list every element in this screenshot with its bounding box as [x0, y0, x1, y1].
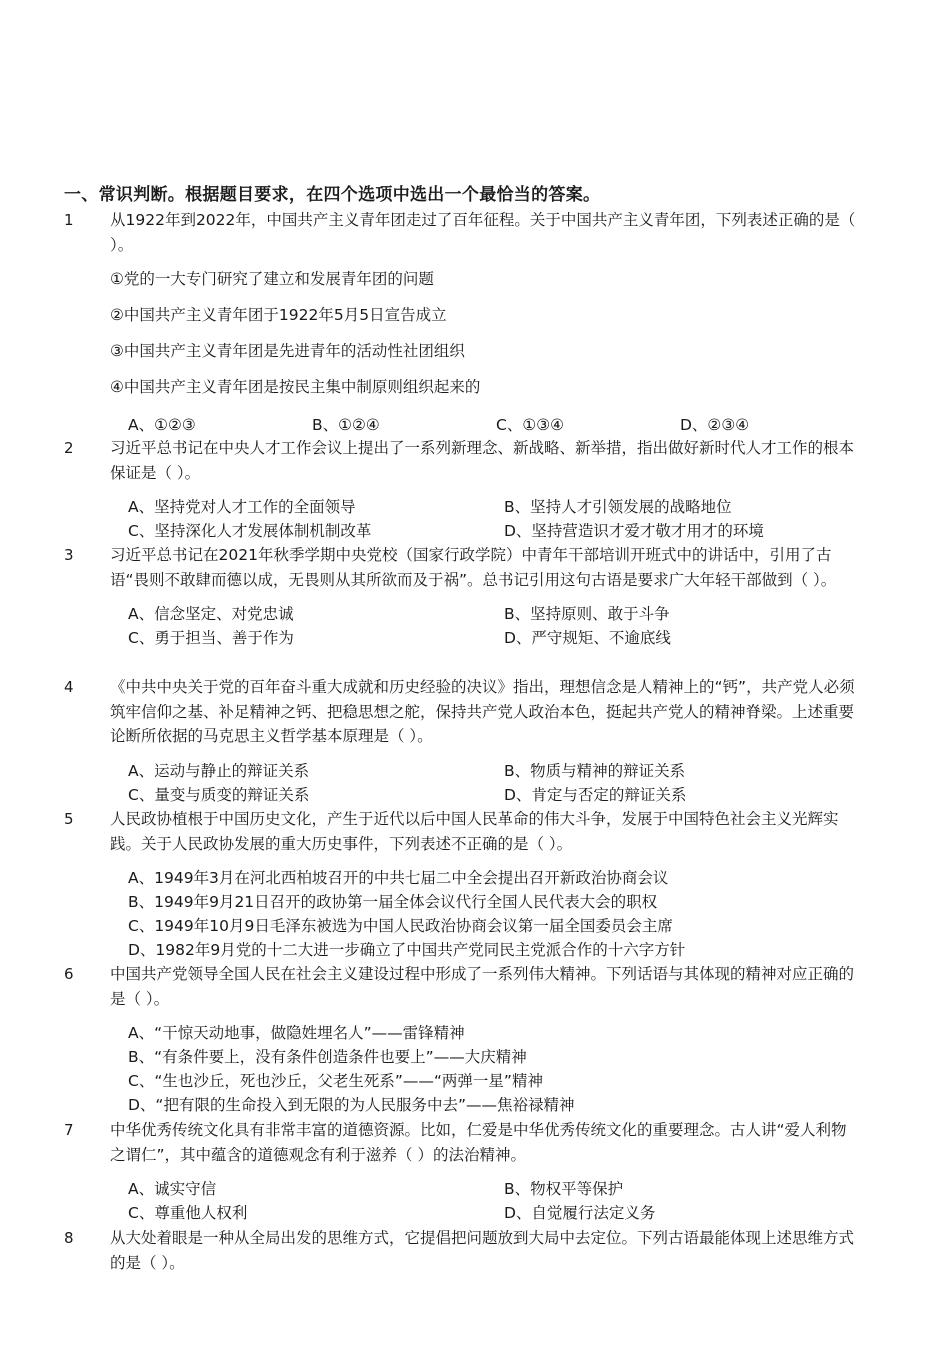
- question-text: 从1922年到2022年，中国共产主义青年团走过了百年征程。关于中国共产主义青年团，下列表述正确的是（ ）。: [110, 211, 856, 254]
- question-4: [64, 675, 864, 807]
- question-number: 7: [64, 1121, 74, 1139]
- question-1: [64, 208, 864, 437]
- option-a: A、“干惊天动地事，做隐姓埋名人”——雷锋精神: [128, 1024, 465, 1042]
- option-a: A、1949年3月在河北西柏坡召开的中共七届二中全会提出召开新政治协商会议: [128, 869, 669, 887]
- question-3: [64, 543, 864, 650]
- option-c: C、勇于担当、善于作为: [128, 629, 294, 647]
- option-a: A、坚持党对人才工作的全面领导: [128, 498, 356, 516]
- question-6: [64, 962, 864, 1117]
- option-d: D、②③④: [680, 416, 750, 434]
- question-text: 中华优秀传统文化具有非常丰富的道德资源。比如，仁爱是中华优秀传统文化的重要理念。古人讲“爱人利物之谓仁”，其中蕴含的道德观念有利于滋养（ ）的法治精神。: [110, 1121, 847, 1164]
- question-8: [64, 1226, 864, 1275]
- question-7: [64, 1118, 864, 1225]
- option-c: C、坚持深化人才发展体制机制改革: [128, 522, 372, 540]
- option-b: B、物质与精神的辩证关系: [504, 761, 686, 780]
- option-a: A、信念坚定、对党忠诚: [128, 605, 294, 623]
- question-text: 习近平总书记在2021年秋季学期中央党校（国家行政学院）中青年干部培训开班式中的讲话中，引用了古语“畏则不敢肆而德以成，无畏则从其所欲而及于祸”。总书记引用这句古语是要求广大年轻干部做到（ ）。: [110, 546, 837, 589]
- option-c: C、①③④: [496, 416, 565, 434]
- option-a: A、诚实守信: [128, 1180, 217, 1198]
- option-c: C、尊重他人权利: [128, 1204, 248, 1222]
- options: [128, 413, 864, 437]
- statement: ①党的一大专门研究了建立和发展青年团的问题: [110, 270, 434, 288]
- question-number: 6: [64, 965, 74, 983]
- option-d: D、严守规矩、不逾底线: [504, 629, 671, 647]
- question-5: [64, 807, 864, 962]
- option-b: B、物权平等保护: [504, 1180, 624, 1198]
- option-a: A、运动与静止的辩证关系: [128, 761, 310, 780]
- option-c: C、“生也沙丘，死也沙丘，父老生死系”——“两弹一星”精神: [128, 1072, 543, 1090]
- option-d: D、肯定与否定的辩证关系: [504, 785, 687, 804]
- section-title: 一、常识判断。根据题目要求，在四个选项中选出一个最恰当的答案。: [64, 185, 601, 205]
- question-text: 习近平总书记在中央人才工作会议上提出了一系列新理念、新战略、新举措，指出做好新时代人才工作的根本保证是（ ）。: [110, 439, 855, 482]
- option-b: B、“有条件要上，没有条件创造条件也要上”——大庆精神: [128, 1048, 527, 1066]
- statement: ②中国共产主义青年团于1922年5月5日宣告成立: [110, 306, 447, 324]
- options: [128, 602, 864, 650]
- options: [128, 1021, 864, 1117]
- option-b: B、①②④: [312, 416, 380, 434]
- question-text: 《中共中央关于党的百年奋斗重大成就和历史经验的决议》指出，理想信念是人精神上的“钙”，共产党人必须筑牢信仰之基、补足精神之钙、把稳思想之舵，保持共产党人政治本色，挺起共产党人的精神脊梁。上述重要论断所依据的马克思主义哲学基本原理是（ ）。: [110, 678, 855, 745]
- options: [128, 866, 864, 962]
- question-number: 4: [64, 678, 74, 696]
- option-d: D、坚持营造识才爱才敬才用才的环境: [504, 522, 764, 540]
- options: [128, 1177, 864, 1225]
- question-2: [64, 436, 864, 543]
- question-text: 中国共产党领导全国人民在社会主义建设过程中形成了一系列伟大精神。下列话语与其体现的精神对应正确的是（ ）。: [110, 965, 855, 1008]
- statement: ④中国共产主义青年团是按民主集中制原则组织起来的: [110, 378, 481, 396]
- option-c: C、量变与质变的辩证关系: [128, 785, 310, 804]
- question-text: 人民政协植根于中国历史文化，产生于近代以后中国人民革命的伟大斗争，发展于中国特色社会主义光辉实践。关于人民政协发展的重大历史事件，下列表述不正确的是（ ）。: [110, 810, 839, 853]
- option-d: D、1982年9月党的十二大进一步确立了中国共产党同民主党派合作的十六字方针: [128, 941, 686, 959]
- question-number: 8: [64, 1229, 74, 1247]
- options: [128, 495, 864, 543]
- question-text: 从大处着眼是一种从全局出发的思维方式，它提倡把问题放到大局中去定位。下列古语最能体现上述思维方式的是（ ）。: [110, 1229, 855, 1272]
- option-c: C、1949年10月9日毛泽东被选为中国人民政治协商会议第一届全国委员会主席: [128, 917, 673, 935]
- question-number: 2: [64, 439, 74, 457]
- option-b: B、坚持人才引领发展的战略地位: [504, 498, 732, 516]
- option-b: B、1949年9月21日召开的政协第一届全体会议代行全国人民代表大会的职权: [128, 893, 658, 911]
- question-number: 3: [64, 546, 74, 564]
- option-b: B、坚持原则、敢于斗争: [504, 605, 670, 623]
- question-number: 5: [64, 810, 74, 828]
- option-d: D、“把有限的生命投入到无限的为人民服务中去”——焦裕禄精神: [128, 1096, 575, 1114]
- option-d: D、自觉履行法定义务: [504, 1204, 656, 1222]
- options: [128, 759, 864, 807]
- question-number: 1: [64, 211, 74, 229]
- statement: ③中国共产主义青年团是先进青年的活动性社团组织: [110, 342, 465, 360]
- option-a: A、①②③: [128, 416, 196, 434]
